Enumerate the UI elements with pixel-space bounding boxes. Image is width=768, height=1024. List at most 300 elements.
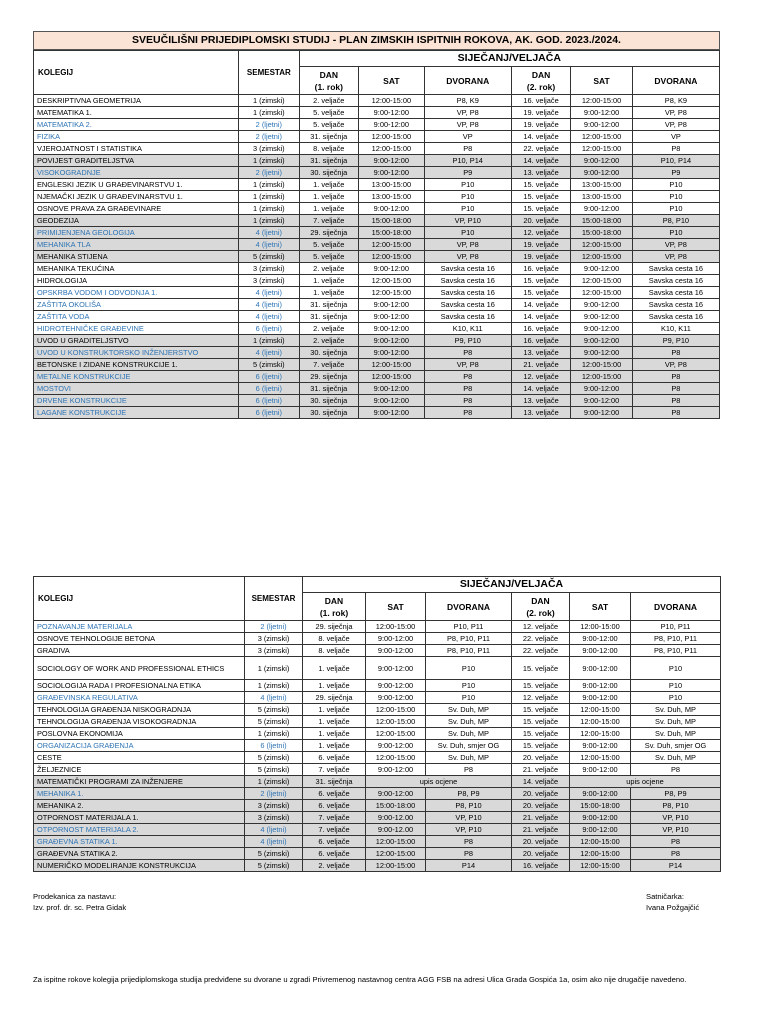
date-1-cell: 30. siječnja bbox=[299, 167, 358, 179]
table-row bbox=[34, 752, 721, 764]
time-2-cell: 13:00-15:00 bbox=[571, 179, 633, 191]
semester-cell: 6 (ljetni) bbox=[239, 407, 299, 419]
table-row bbox=[34, 824, 721, 836]
date-2-cell: 20. veljače bbox=[512, 752, 570, 764]
semester-cell: 1 (zimski) bbox=[239, 107, 299, 119]
room-2-cell: P10 bbox=[631, 657, 721, 680]
table-row bbox=[34, 371, 720, 383]
time-2-cell: 9:00-12:00 bbox=[571, 299, 633, 311]
header-month-group: SIJEČANJ/VELJAČA bbox=[299, 51, 719, 67]
table-row bbox=[34, 728, 721, 740]
header-dvorana-1: DVORANA bbox=[424, 67, 511, 95]
room-2-cell: P8 bbox=[632, 383, 719, 395]
course-name-cell: ENGLESKI JEZIK U GRAĐEVINARSTVU 1. bbox=[34, 179, 239, 191]
course-name-cell: POSLOVNA EKONOMIJA bbox=[34, 728, 245, 740]
date-2-cell: 13. veljače bbox=[511, 347, 570, 359]
date-2-cell: 20. veljače bbox=[511, 215, 570, 227]
course-name-cell: NJEMAČKI JEZIK U GRAĐEVINARSTVU 1. bbox=[34, 191, 239, 203]
date-1-cell: 7. veljače bbox=[303, 764, 366, 776]
room-2-cell: P8, P9 bbox=[631, 788, 721, 800]
time-1-cell: 9:00-12:00 bbox=[366, 764, 426, 776]
time-1-cell: 12:00-15:00 bbox=[359, 239, 425, 251]
room-1-cell: VP, P8 bbox=[424, 251, 511, 263]
time-1-cell: 12:00-15:00 bbox=[366, 704, 426, 716]
room-2-cell: P8, K9 bbox=[632, 95, 719, 107]
table-row bbox=[34, 848, 721, 860]
room-1-cell: P8 bbox=[424, 383, 511, 395]
course-name-cell: ZAŠTITA OKOLIŠA bbox=[34, 299, 239, 311]
semester-cell: 4 (ljetni) bbox=[239, 227, 299, 239]
date-1-cell: 5. veljače bbox=[299, 119, 358, 131]
exam-table-1-body bbox=[34, 95, 720, 419]
course-name-cell: GRAĐEVINSKA REGULATIVA bbox=[34, 692, 245, 704]
course-name-cell: METALNE KONSTRUKCIJE bbox=[34, 371, 239, 383]
time-2-cell: 9:00-12:00 bbox=[570, 657, 631, 680]
time-1-cell: 9:00-12:00 bbox=[359, 203, 425, 215]
footer-note: Za ispitne rokove kolegija prijediplomskoga studija predviđene su dvorane u zgradi Privremenog nastavnog centra AGG FSB na adresi Ulica Grada Gospića 1a, osim ako nije drugačije navedeno. bbox=[33, 975, 687, 984]
time-2-cell: 15:00-18:00 bbox=[571, 227, 633, 239]
room-2-cell: P10 bbox=[632, 179, 719, 191]
table-row bbox=[34, 716, 721, 728]
course-name-cell: GRAĐEVNA STATIKA 2. bbox=[34, 848, 245, 860]
semester-cell: 2 (ljetni) bbox=[245, 788, 303, 800]
time-2-cell: 9:00-12:00 bbox=[570, 788, 631, 800]
date-1-cell: 1. veljače bbox=[303, 704, 366, 716]
room-2-cell: Sv. Duh, MP bbox=[631, 752, 721, 764]
time-2-cell: 12:00-15:00 bbox=[570, 848, 631, 860]
time-2-cell: 9:00-12:00 bbox=[571, 311, 633, 323]
semester-cell: 5 (zimski) bbox=[245, 704, 303, 716]
date-2-cell: 13. veljače bbox=[511, 407, 570, 419]
time-1-cell: 12:00-15:00 bbox=[366, 716, 426, 728]
date-2-cell: 21. veljače bbox=[512, 812, 570, 824]
header-dan-2: DAN (2. rok) bbox=[511, 67, 570, 95]
room-2-cell: VP, P8 bbox=[632, 251, 719, 263]
time-2-cell: 9:00-12:00 bbox=[571, 119, 633, 131]
header-dvorana-2: DVORANA bbox=[632, 67, 719, 95]
room-2-cell: Sv. Duh, smjer OG bbox=[631, 740, 721, 752]
course-name-cell: BETONSKE I ZIDANE KONSTRUKCIJE 1. bbox=[34, 359, 239, 371]
room-2-cell: P8 bbox=[631, 848, 721, 860]
date-2-cell: 15. veljače bbox=[511, 179, 570, 191]
table-row bbox=[34, 191, 720, 203]
table-row bbox=[34, 407, 720, 419]
semester-cell: 1 (zimski) bbox=[245, 657, 303, 680]
time-2-cell: 12:00-15:00 bbox=[570, 621, 631, 633]
date-2-cell: 12. veljače bbox=[512, 621, 570, 633]
room-2-cell: P8 bbox=[632, 371, 719, 383]
semester-cell: 1 (zimski) bbox=[239, 215, 299, 227]
header-dan-1: DAN (1. rok) bbox=[299, 67, 358, 95]
date-1-cell: 1. veljače bbox=[299, 179, 358, 191]
course-name-cell: TEHNOLOGIJA GRAĐENJA VISOKOGRADNJA bbox=[34, 716, 245, 728]
table-row bbox=[34, 788, 721, 800]
semester-cell: 3 (zimski) bbox=[239, 263, 299, 275]
room-1-cell: P8, K9 bbox=[424, 95, 511, 107]
room-1-cell: P10, P14 bbox=[424, 155, 511, 167]
date-1-cell: 31. siječnja bbox=[299, 131, 358, 143]
date-1-cell: 31. siječnja bbox=[299, 299, 358, 311]
time-1-cell: 9:00-12:00 bbox=[359, 167, 425, 179]
room-2-cell: VP, P8 bbox=[632, 107, 719, 119]
time-2-cell: 9:00-12:00 bbox=[571, 167, 633, 179]
time-1-cell: 12:00-15:00 bbox=[366, 836, 426, 848]
table-row bbox=[34, 155, 720, 167]
room-1-cell: P8, P10 bbox=[426, 800, 512, 812]
header-dan-1: DAN (1. rok) bbox=[303, 593, 366, 621]
room-2-cell: P8 bbox=[632, 347, 719, 359]
table-row bbox=[34, 860, 721, 872]
table-row bbox=[34, 179, 720, 191]
table-row bbox=[34, 119, 720, 131]
time-2-cell: 12:00-15:00 bbox=[570, 752, 631, 764]
header-sat-1: SAT bbox=[366, 593, 426, 621]
table-row bbox=[34, 645, 721, 657]
semester-cell: 3 (zimski) bbox=[239, 275, 299, 287]
signature-right-role: Satničarka: bbox=[646, 892, 684, 901]
time-2-cell: 9:00-12:00 bbox=[571, 335, 633, 347]
date-1-cell: 6. veljače bbox=[303, 752, 366, 764]
time-1-cell: 12:00-15:00 bbox=[359, 131, 425, 143]
room-2-cell: P10 bbox=[631, 692, 721, 704]
date-1-cell: 6. veljače bbox=[303, 836, 366, 848]
course-name-cell: PRIMIJENJENA GEOLOGIJA bbox=[34, 227, 239, 239]
date-2-cell: 22. veljače bbox=[511, 143, 570, 155]
date-2-cell: 12. veljače bbox=[512, 692, 570, 704]
date-2-cell: 13. veljače bbox=[511, 395, 570, 407]
header-dan-2: DAN (2. rok) bbox=[512, 593, 570, 621]
exam-table-2-body bbox=[34, 621, 721, 872]
time-1-cell: 12:00-15:00 bbox=[359, 287, 425, 299]
time-1-cell: 9:00-12:00 bbox=[359, 395, 425, 407]
course-name-cell: MEHANIKA TEKUĆINA bbox=[34, 263, 239, 275]
time-2-cell: 9:00-12:00 bbox=[570, 680, 631, 692]
date-1-cell: 2. veljače bbox=[299, 335, 358, 347]
course-name-cell: NUMERIČKO MODELIRANJE KONSTRUKCIJA bbox=[34, 860, 245, 872]
semester-cell: 1 (zimski) bbox=[239, 155, 299, 167]
semester-cell: 5 (zimski) bbox=[239, 359, 299, 371]
room-1-cell: P10 bbox=[426, 680, 512, 692]
date-2-cell: 21. veljače bbox=[512, 824, 570, 836]
semester-cell: 1 (zimski) bbox=[239, 335, 299, 347]
time-2-cell: 9:00-12:00 bbox=[570, 692, 631, 704]
time-1-cell: 9:00-12:00 bbox=[359, 383, 425, 395]
semester-cell: 5 (zimski) bbox=[245, 860, 303, 872]
course-name-cell: UVOD U GRADITELJSTVO bbox=[34, 335, 239, 347]
time-2-cell: 9:00-12:00 bbox=[571, 107, 633, 119]
room-1-cell: Sv. Duh, MP bbox=[426, 728, 512, 740]
date-2-cell: 16. veljače bbox=[511, 95, 570, 107]
time-1-cell: 9:00-12:00 bbox=[366, 633, 426, 645]
date-1-cell: 30. siječnja bbox=[299, 407, 358, 419]
signature-left-role: Prodekanica za nastavu: bbox=[33, 892, 117, 901]
table-row bbox=[34, 836, 721, 848]
date-1-cell: 7. veljače bbox=[303, 812, 366, 824]
date-2-cell: 15. veljače bbox=[512, 728, 570, 740]
semester-cell: 6 (ljetni) bbox=[239, 383, 299, 395]
semester-cell: 3 (zimski) bbox=[239, 143, 299, 155]
room-1-cell: Savska cesta 16 bbox=[424, 263, 511, 275]
room-2-cell: P8 bbox=[632, 143, 719, 155]
course-name-cell: GRADIVA bbox=[34, 645, 245, 657]
table-row bbox=[34, 239, 720, 251]
date-2-cell: 12. veljače bbox=[511, 227, 570, 239]
time-1-cell: 12:00-15:00 bbox=[359, 251, 425, 263]
room-1-cell: Sv. Duh, MP bbox=[426, 752, 512, 764]
course-name-cell: GEODEZIJA bbox=[34, 215, 239, 227]
time-1-cell: 9:00-12:00 bbox=[359, 299, 425, 311]
course-name-cell: MEHANIKA TLA bbox=[34, 239, 239, 251]
table-row bbox=[34, 395, 720, 407]
course-name-cell: MATEMATIKA 1. bbox=[34, 107, 239, 119]
room-1-cell: P8 bbox=[426, 836, 512, 848]
signature-right bbox=[646, 891, 699, 913]
table-row bbox=[34, 680, 721, 692]
date-1-cell: 30. siječnja bbox=[299, 395, 358, 407]
date-1-cell: 31. siječnja bbox=[299, 155, 358, 167]
time-1-cell: 9:00-12:00 bbox=[359, 119, 425, 131]
room-2-cell: P10 bbox=[632, 203, 719, 215]
header-kolegij: KOLEGIJ bbox=[34, 51, 239, 95]
room-1-cell: P10 bbox=[426, 692, 512, 704]
date-1-cell: 5. veljače bbox=[299, 251, 358, 263]
date-2-cell: 15. veljače bbox=[511, 287, 570, 299]
room-2-cell: P8 bbox=[632, 395, 719, 407]
date-1-cell: 1. veljače bbox=[299, 275, 358, 287]
room-2-cell: P10 bbox=[632, 191, 719, 203]
semester-cell: 2 (ljetni) bbox=[239, 119, 299, 131]
date-1-cell: 1. veljače bbox=[303, 728, 366, 740]
semester-cell: 3 (zimski) bbox=[245, 812, 303, 824]
date-1-cell: 1. veljače bbox=[299, 203, 358, 215]
table-row bbox=[34, 633, 721, 645]
time-2-cell: 13:00-15:00 bbox=[571, 191, 633, 203]
time-1-cell: 9:00-12:00 bbox=[366, 657, 426, 680]
semester-cell: 4 (ljetni) bbox=[239, 311, 299, 323]
date-2-cell: 15. veljače bbox=[512, 680, 570, 692]
time-2-cell: 9:00-12:00 bbox=[570, 645, 631, 657]
date-2-cell: 20. veljače bbox=[512, 788, 570, 800]
room-1-cell: VP, P8 bbox=[424, 359, 511, 371]
room-2-cell: P10 bbox=[632, 227, 719, 239]
date-1-cell: 8. veljače bbox=[303, 645, 366, 657]
table-row bbox=[34, 383, 720, 395]
course-name-cell: OSNOVE PRAVA ZA GRAĐEVINARE bbox=[34, 203, 239, 215]
room-1-cell: VP, P10 bbox=[426, 824, 512, 836]
room-2-cell: P8 bbox=[631, 764, 721, 776]
course-name-cell: POVIJEST GRADITELJSTVA bbox=[34, 155, 239, 167]
time-2-cell: 9:00-12:00 bbox=[571, 263, 633, 275]
course-name-cell: POZNAVANJE MATERIJALA bbox=[34, 621, 245, 633]
room-2-cell: P10 bbox=[631, 680, 721, 692]
date-2-cell: 14. veljače bbox=[511, 155, 570, 167]
room-2-cell: P8, P10 bbox=[632, 215, 719, 227]
semester-cell: 1 (zimski) bbox=[239, 179, 299, 191]
semester-cell: 1 (zimski) bbox=[245, 728, 303, 740]
time-1-cell: 9:00-12:00 bbox=[359, 323, 425, 335]
table-row bbox=[34, 621, 721, 633]
course-name-cell: HIDROTEHNIČKE GRAĐEVINE bbox=[34, 323, 239, 335]
room-1-cell: P8 bbox=[426, 764, 512, 776]
semester-cell: 3 (zimski) bbox=[245, 645, 303, 657]
date-1-cell: 6. veljače bbox=[303, 848, 366, 860]
time-1-cell: 9:00-12:00 bbox=[366, 740, 426, 752]
date-2-cell: 13. veljače bbox=[511, 167, 570, 179]
semester-cell: 4 (ljetni) bbox=[239, 239, 299, 251]
room-2-cell: P14 bbox=[631, 860, 721, 872]
date-2-cell: 15. veljače bbox=[512, 740, 570, 752]
date-2-cell: 19. veljače bbox=[511, 239, 570, 251]
table-row bbox=[34, 764, 721, 776]
semester-cell: 6 (ljetni) bbox=[239, 323, 299, 335]
signature-left-name: Izv. prof. dr. sc. Petra Gidak bbox=[33, 903, 127, 912]
semester-cell: 5 (zimski) bbox=[245, 848, 303, 860]
time-2-cell: 9:00-12:00 bbox=[570, 812, 631, 824]
time-2-cell: 9:00-12:00 bbox=[571, 347, 633, 359]
table-row bbox=[34, 203, 720, 215]
course-name-cell: MEHANIKA 1. bbox=[34, 788, 245, 800]
course-name-cell: UVOD U KONSTRUKTORSKO INŽENJERSTVO bbox=[34, 347, 239, 359]
date-2-cell: 16. veljače bbox=[511, 263, 570, 275]
table-row bbox=[34, 359, 720, 371]
time-1-cell: 9:00-12.00 bbox=[366, 812, 426, 824]
date-1-cell: 7. veljače bbox=[303, 824, 366, 836]
signature-left bbox=[33, 891, 126, 913]
room-2-cell: Savska cesta 16 bbox=[632, 287, 719, 299]
header-month-group: SIJEČANJ/VELJAČA bbox=[303, 577, 721, 593]
semester-cell: 1 (zimski) bbox=[245, 776, 303, 788]
time-2-cell: 15:00-18:00 bbox=[570, 800, 631, 812]
date-2-cell: 20. veljače bbox=[512, 848, 570, 860]
date-1-cell: 6. veljače bbox=[303, 800, 366, 812]
course-name-cell: MATEMATIČKI PROGRAMI ZA INŽENJERE bbox=[34, 776, 245, 788]
time-2-cell: 12:00-15:00 bbox=[571, 287, 633, 299]
time-2-cell: 15:00-18:00 bbox=[571, 215, 633, 227]
room-1-cell: Sv. Duh, MP bbox=[426, 704, 512, 716]
time-1-cell: 13:00-15:00 bbox=[359, 191, 425, 203]
date-1-cell: 1. veljače bbox=[303, 680, 366, 692]
date-1-cell: 5. veljače bbox=[299, 239, 358, 251]
table-row bbox=[34, 740, 721, 752]
semester-cell: 2 (ljetni) bbox=[239, 131, 299, 143]
time-1-cell: 12:00-15:00 bbox=[366, 752, 426, 764]
semester-cell: 1 (zimski) bbox=[245, 680, 303, 692]
date-2-cell: 19. veljače bbox=[511, 107, 570, 119]
date-1-cell: 29. siječnja bbox=[303, 621, 366, 633]
room-2-cell: VP, P10 bbox=[631, 824, 721, 836]
time-2-cell: 9:00-12:00 bbox=[570, 633, 631, 645]
course-name-cell: OTPORNOST MATERIJALA 2. bbox=[34, 824, 245, 836]
time-1-cell: 15:00-18:00 bbox=[359, 215, 425, 227]
semester-cell: 3 (zimski) bbox=[245, 633, 303, 645]
semester-cell: 5 (zimski) bbox=[239, 251, 299, 263]
room-2-cell: P8, P10, P11 bbox=[631, 633, 721, 645]
semester-cell: 1 (zimski) bbox=[239, 191, 299, 203]
date-1-cell: 30. siječnja bbox=[299, 347, 358, 359]
time-1-cell: 12:00-15:00 bbox=[359, 359, 425, 371]
semester-cell: 4 (ljetni) bbox=[245, 836, 303, 848]
date-2-cell: 15. veljače bbox=[512, 704, 570, 716]
header-kolegij: KOLEGIJ bbox=[34, 577, 245, 621]
time-1-cell: 9:00-12:00 bbox=[359, 263, 425, 275]
exam-table-2 bbox=[33, 576, 721, 872]
date-2-cell: 15. veljače bbox=[511, 191, 570, 203]
signature-right-name: Ivana Požgajčić bbox=[646, 903, 700, 912]
table-row bbox=[34, 107, 720, 119]
table-row bbox=[34, 143, 720, 155]
date-2-cell: 12. veljače bbox=[511, 371, 570, 383]
table-row bbox=[34, 227, 720, 239]
date-1-cell: 6. veljače bbox=[303, 788, 366, 800]
time-1-cell: 9:00-12:00 bbox=[359, 107, 425, 119]
room-1-cell: P8 bbox=[424, 371, 511, 383]
time-1-cell: 9:00-12:00 bbox=[359, 311, 425, 323]
table-row bbox=[34, 800, 721, 812]
room-2-cell: P8, P10, P11 bbox=[631, 645, 721, 657]
date-1-cell: 31. siječnja bbox=[299, 311, 358, 323]
time-2-cell: 9:00-12:00 bbox=[570, 824, 631, 836]
time-2-cell: 9:00-12:00 bbox=[571, 203, 633, 215]
room-2-cell: P9 bbox=[632, 167, 719, 179]
course-name-cell: LAGANE KONSTRUKCIJE bbox=[34, 407, 239, 419]
room-2-cell: P10, P14 bbox=[632, 155, 719, 167]
room-2-cell: VP, P8 bbox=[632, 359, 719, 371]
time-1-cell: 12:00-15:00 bbox=[366, 860, 426, 872]
date-2-cell: 15. veljače bbox=[512, 657, 570, 680]
date-1-cell: 8. veljače bbox=[299, 143, 358, 155]
date-2-cell: 16. veljače bbox=[511, 323, 570, 335]
time-1-cell: 12:00-15:00 bbox=[359, 95, 425, 107]
date-1-cell: 1. veljače bbox=[303, 716, 366, 728]
time-2-cell: 12:00-15:00 bbox=[570, 860, 631, 872]
time-1-cell: 12:00-15:00 bbox=[366, 621, 426, 633]
time-2-cell: 12:00-15:00 bbox=[571, 143, 633, 155]
room-1-cell: P10 bbox=[424, 191, 511, 203]
date-2-cell: 14. veljače bbox=[511, 383, 570, 395]
room-2-cell: Sv. Duh, MP bbox=[631, 716, 721, 728]
date-2-cell: 16. veljače bbox=[511, 335, 570, 347]
table-row bbox=[34, 704, 721, 716]
time-1-cell: 9:00-12:00 bbox=[359, 335, 425, 347]
room-1-cell: P9, P10 bbox=[424, 335, 511, 347]
time-2-cell: 9:00-12:00 bbox=[571, 407, 633, 419]
course-name-cell: OSNOVE TEHNOLOGIJE BETONA bbox=[34, 633, 245, 645]
room-2-cell: P8 bbox=[631, 836, 721, 848]
table-row bbox=[34, 131, 720, 143]
table-row bbox=[34, 335, 720, 347]
semester-cell: 4 (ljetni) bbox=[239, 299, 299, 311]
room-2-cell: VP, P10 bbox=[631, 812, 721, 824]
room-1-cell: Savska cesta 16 bbox=[424, 275, 511, 287]
date-1-cell: 2. veljače bbox=[299, 263, 358, 275]
table-row bbox=[34, 263, 720, 275]
time-2-cell: 9:00-12:00 bbox=[571, 383, 633, 395]
course-name-cell: TEHNOLOGIJA GRAĐENJA NISKOGRADNJA bbox=[34, 704, 245, 716]
time-2-cell: 9:00-12:00 bbox=[570, 740, 631, 752]
table-row bbox=[34, 167, 720, 179]
header-semestar: SEMESTAR bbox=[239, 51, 299, 95]
date-2-cell: 22. veljače bbox=[512, 633, 570, 645]
course-name-cell: CESTE bbox=[34, 752, 245, 764]
course-name-cell: MEHANIKA 2. bbox=[34, 800, 245, 812]
date-1-cell: 2. veljače bbox=[303, 860, 366, 872]
time-2-cell: 12:00-15:00 bbox=[571, 131, 633, 143]
room-1-cell: Sv. Duh, smjer OG bbox=[426, 740, 512, 752]
room-1-cell: VP, P8 bbox=[424, 107, 511, 119]
exam-table-1 bbox=[33, 50, 720, 419]
room-2-cell: Sv. Duh, MP bbox=[631, 728, 721, 740]
room-2-cell: Savska cesta 16 bbox=[632, 299, 719, 311]
